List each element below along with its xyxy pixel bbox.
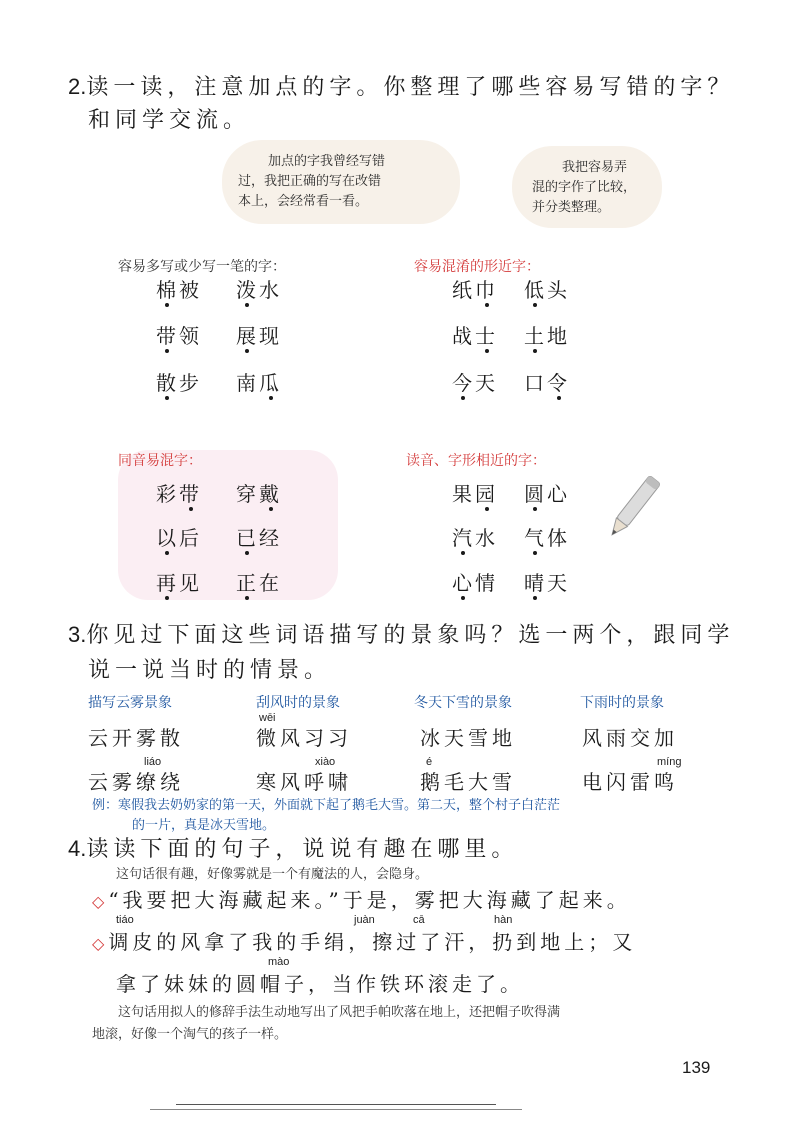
emphasis-dot (533, 349, 537, 353)
q4-sentence2a: 调皮的风拿了我的手绢，擦过了汗，扔到地上；又 (108, 930, 637, 954)
emphasis-dot (165, 349, 169, 353)
page-number: 139 (682, 1058, 711, 1077)
g1-word-5: 散步 (156, 371, 202, 395)
bottom-rule (176, 1104, 496, 1105)
q3-category-3: 冬天下雪的景象 (414, 695, 512, 711)
g4-word-5: 心情 (452, 571, 498, 595)
q2-line1: 读一读，注意加点的字。你整理了哪些容易写错的字？ (86, 75, 735, 100)
g4-word-2: 圆心 (524, 482, 570, 506)
g3-word-5: 再见 (156, 571, 202, 595)
bottom-rule (150, 1109, 522, 1110)
q3-category-1: 描写云雾景象 (88, 695, 172, 711)
bubble-left-text (238, 152, 385, 212)
emphasis-dot (533, 551, 537, 555)
q2-line2: 和同学交流。 (88, 108, 251, 133)
g3-word-3: 以后 (156, 526, 202, 550)
pinyin-e: é (426, 756, 433, 768)
bubble-right-line3: 并分类整理。 (532, 200, 611, 215)
pinyin-xiao: xiào (315, 756, 336, 768)
pinyin-ca: cā (413, 914, 425, 926)
g2-word-1: 纸巾 (452, 278, 498, 302)
q2-number: 2. (68, 74, 87, 99)
emphasis-dot (533, 507, 537, 511)
q3-phrase-7: 鹅毛大雪 (420, 770, 516, 794)
q3-example-line2: 的一片，真是冰天雪地。 (132, 818, 276, 833)
g3-word-6: 正在 (236, 571, 282, 595)
emphasis-dot (533, 596, 537, 600)
emphasis-dot (485, 349, 489, 353)
q3-number: 3. (68, 622, 87, 647)
emphasis-dot (269, 507, 273, 511)
group2-title: 容易混淆的形近字： (414, 259, 540, 275)
g1-word-6: 南瓜 (236, 371, 282, 395)
emphasis-dot (245, 551, 249, 555)
q4-note1: 这句话很有趣，好像雾就是一个有魔法的人，会隐身。 (116, 867, 429, 882)
q4-sentence1: “我要把大海藏起来。”于是，雾把大海藏了起来。 (108, 888, 631, 912)
pinyin-tiao: tiáo (116, 914, 134, 926)
g1-word-3: 带领 (156, 324, 202, 348)
emphasis-dot (461, 596, 465, 600)
q3-category-4: 下雨时的景象 (580, 695, 664, 711)
pinyin-ming: míng (657, 756, 682, 768)
emphasis-dot (245, 303, 249, 307)
q4-note2-line2: 地滚，好像一个淘气的孩子一样。 (92, 1027, 288, 1042)
q3-line2: 说一说当时的情景。 (88, 658, 332, 683)
q3-phrase-5: 云雾缭绕 (88, 770, 184, 794)
bubble-right-line2: 混的字作了比较， (532, 180, 637, 195)
q4-sentence2b: 拿了妹妹的圆帽子，当作铁环滚走了。 (116, 972, 524, 996)
q4-note2 (92, 1002, 560, 1046)
emphasis-dot (165, 303, 169, 307)
g3-word-4: 已经 (236, 526, 282, 550)
emphasis-dot (485, 303, 489, 307)
g2-word-3: 战士 (452, 324, 498, 348)
emphasis-dot (245, 596, 249, 600)
emphasis-dot (165, 396, 169, 400)
g2-word-2: 低头 (524, 278, 570, 302)
g4-word-3: 汽水 (452, 526, 498, 550)
q3-heading (68, 618, 734, 653)
q4-heading (68, 832, 518, 867)
pinyin-mao: mào (268, 956, 290, 968)
q3-category-2: 刮风时的景象 (256, 695, 340, 711)
pencil-icon (598, 468, 668, 548)
pinyin-han: hàn (494, 914, 513, 926)
q3-phrase-8: 电闪雷鸣 (582, 770, 678, 794)
q4-note2-line1: 这句话用拟人的修辞手法生动地写出了风把手帕吹落在地上，还把帽子吹得满 (118, 1005, 561, 1020)
g1-word-4: 展现 (236, 324, 282, 348)
bubble-right-line1: 我把容易弄 (562, 160, 628, 175)
q3-phrase-2: 微风习习 (256, 726, 352, 750)
group4-title: 读音、字形相近的字： (406, 453, 546, 469)
g3-word-1: 彩带 (156, 482, 202, 506)
emphasis-dot (557, 396, 561, 400)
emphasis-dot (461, 551, 465, 555)
g4-word-1: 果园 (452, 482, 498, 506)
g1-word-1: 棉被 (156, 278, 202, 302)
q3-phrase-6: 寒风呼啸 (256, 770, 352, 794)
bubble-right-text (532, 158, 636, 218)
emphasis-dot (269, 396, 273, 400)
group3-background (118, 450, 338, 600)
diamond-icon: ◇ (92, 934, 109, 953)
g2-word-5: 今天 (452, 371, 498, 395)
diamond-icon: ◇ (92, 892, 109, 911)
pinyin-wei: wēi (259, 712, 276, 724)
g2-word-4: 土地 (524, 324, 570, 348)
q3-example-line1: 例：寒假我去奶奶家的第一天，外面就下起了鹅毛大雪。第二天，整个村子白茫茫 (92, 798, 561, 813)
pinyin-liao: liáo (144, 756, 162, 768)
emphasis-dot (533, 303, 537, 307)
q4-line1: 读读下面的句子，说说有趣在哪里。 (86, 837, 519, 862)
emphasis-dot (189, 507, 193, 511)
q3-phrase-4: 风雨交加 (582, 726, 678, 750)
emphasis-dot (165, 596, 169, 600)
q3-line1: 你见过下面这些词语描写的景象吗？选一两个，跟同学 (86, 623, 735, 648)
emphasis-dot (461, 396, 465, 400)
g4-word-4: 气体 (524, 526, 570, 550)
emphasis-dot (165, 551, 169, 555)
bubble-left-line2: 过，我把正确的写在改错 (238, 174, 382, 189)
q4-sentence2-row (92, 922, 636, 964)
g3-word-2: 穿戴 (236, 482, 282, 506)
q4-number: 4. (68, 836, 87, 861)
group1-title: 容易多写或少写一笔的字： (118, 259, 286, 275)
emphasis-dot (245, 349, 249, 353)
pinyin-juan: juàn (354, 914, 375, 926)
q3-phrase-1: 云开雾散 (88, 726, 184, 750)
g2-word-6: 口令 (524, 371, 570, 395)
group3-title: 同音易混字： (118, 453, 202, 469)
bubble-left-line3: 本上，会经常看一看。 (238, 194, 369, 209)
q3-phrase-3: 冰天雪地 (420, 726, 516, 750)
emphasis-dot (485, 507, 489, 511)
g1-word-2: 泼水 (236, 278, 282, 302)
q3-example (92, 796, 560, 836)
q2-heading (68, 70, 734, 105)
bubble-left-line1: 加点的字我曾经写错 (268, 154, 386, 169)
g4-word-6: 晴天 (524, 571, 570, 595)
